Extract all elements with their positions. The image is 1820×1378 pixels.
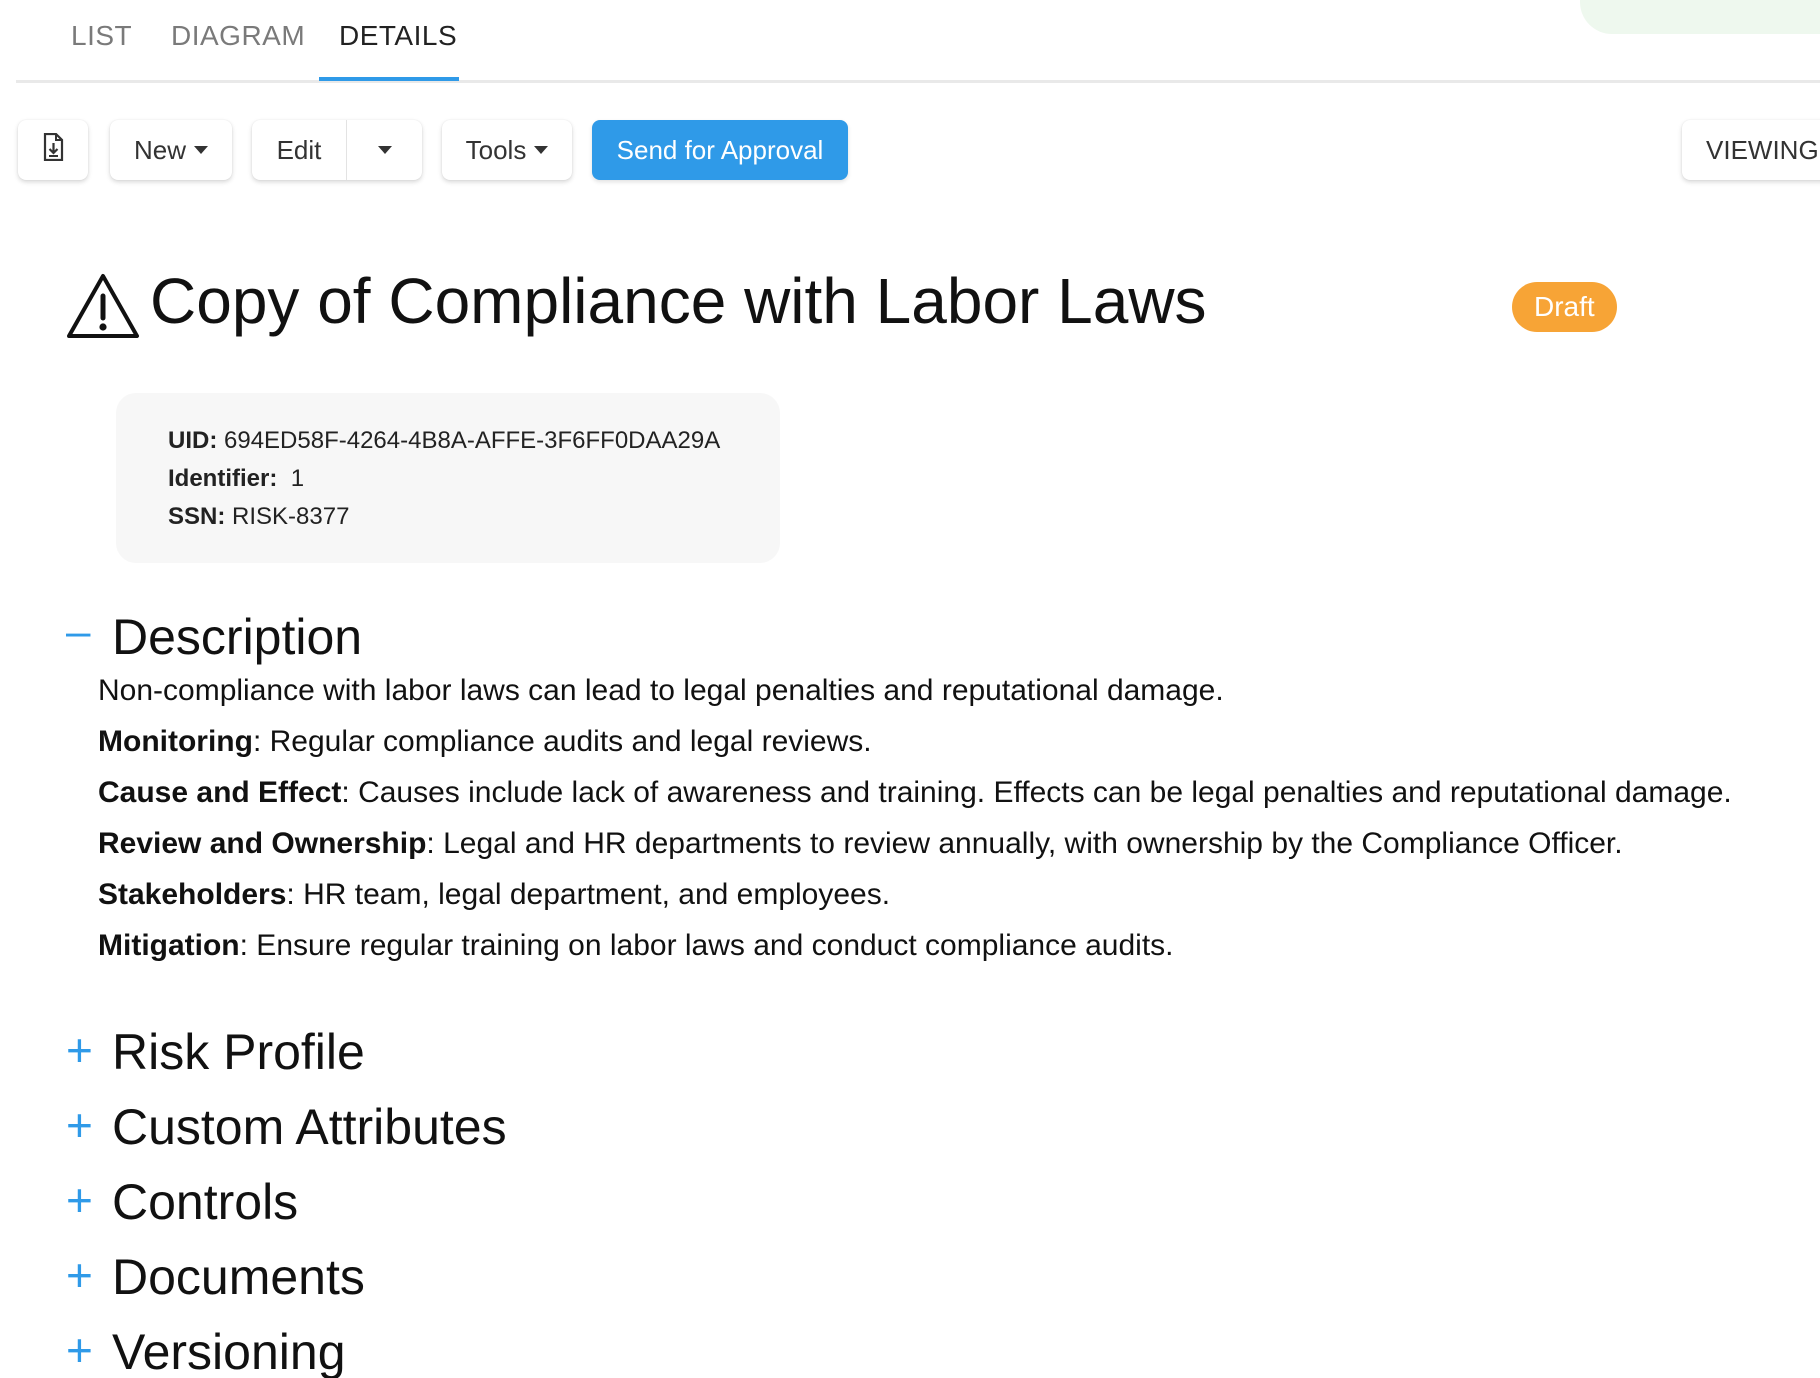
description-item (98, 776, 1732, 810)
tools-dropdown-button[interactable] (442, 120, 572, 180)
identifier-label: Identifier: (168, 465, 278, 492)
send-for-approval-label: Send for Approval (616, 134, 824, 165)
expand-toggle[interactable]: + (66, 1324, 93, 1376)
uid-label: UID: (168, 427, 218, 454)
tab-bar (16, 0, 1820, 83)
description-item-text: : Regular compliance audits and legal reviews. (252, 725, 872, 758)
expand-toggle[interactable]: + (66, 1099, 93, 1151)
description-item-text: : Legal and HR departments to review annually, with ownership by the Compliance Officer. (426, 827, 1623, 860)
record-header (66, 265, 1766, 360)
file-download-icon (41, 133, 65, 168)
tab-details[interactable]: DETAILS (339, 20, 458, 51)
description-item (98, 725, 872, 759)
description-item (98, 878, 890, 912)
description-item-label: Monitoring (98, 725, 253, 758)
description-item-label: Mitigation (98, 929, 240, 962)
new-label: New (133, 134, 186, 165)
tab-diagram[interactable]: DIAGRAM (171, 20, 306, 51)
description-summary: Non-compliance with labor laws can lead to legal penalties and reputational damage. (98, 674, 1224, 707)
description-item-text: : Ensure regular training on labor laws and conduct compliance audits. (239, 929, 1174, 962)
caret-down-icon (378, 146, 392, 154)
section-title: Versioning (112, 1324, 346, 1378)
edit-split-button (252, 120, 422, 180)
tab-list[interactable]: LIST (71, 20, 133, 51)
edit-label: Edit (276, 134, 322, 165)
expand-toggle[interactable]: + (66, 1249, 93, 1301)
section-title: Controls (112, 1174, 299, 1230)
warning-triangle-icon (66, 272, 140, 340)
section-title: Description (112, 609, 363, 665)
ssn-row (168, 503, 349, 531)
expand-toggle[interactable]: + (66, 1024, 93, 1076)
toolbar (0, 120, 1820, 184)
viewing-label: VIEWING (1706, 134, 1819, 165)
export-button[interactable] (18, 120, 88, 180)
identifier-row (168, 465, 304, 493)
uid-value: 694ED58F-4264-4B8A-AFFE-3F6FF0DAA29A (224, 427, 721, 454)
page-title: Copy of Compliance with Labor Laws (150, 265, 1207, 337)
caret-down-icon (194, 146, 208, 154)
tools-label: Tools (465, 134, 527, 165)
expand-toggle[interactable]: + (66, 1174, 93, 1226)
active-tab-indicator (319, 77, 459, 81)
description-item (98, 929, 1174, 963)
section-title: Documents (112, 1249, 365, 1305)
description-item (98, 827, 1623, 861)
send-for-approval-button[interactable] (592, 120, 848, 180)
caret-down-icon (534, 146, 548, 154)
description-item-label: Stakeholders (98, 878, 287, 911)
viewing-mode-button[interactable] (1682, 120, 1820, 180)
uid-row (168, 427, 720, 455)
collapse-toggle[interactable]: – (66, 607, 91, 656)
description-item-label: Review and Ownership (98, 827, 427, 860)
edit-dropdown-toggle[interactable] (347, 120, 422, 180)
new-dropdown-button[interactable] (110, 120, 232, 180)
description-item-text: : HR team, legal department, and employees. (286, 878, 891, 911)
section-title: Custom Attributes (112, 1099, 507, 1155)
edit-button[interactable] (252, 120, 346, 180)
description-item-label: Cause and Effect (98, 776, 342, 809)
ssn-label: SSN: (168, 503, 226, 530)
status-badge: Draft (1512, 282, 1617, 332)
description-item-text: : Causes include lack of awareness and training. Effects can be legal penalties and reputational damage. (341, 776, 1732, 809)
identifier-value: 1 (290, 465, 305, 492)
record-info-card (116, 393, 780, 563)
ssn-value: RISK-8377 (232, 503, 350, 530)
section-title: Risk Profile (112, 1024, 365, 1080)
